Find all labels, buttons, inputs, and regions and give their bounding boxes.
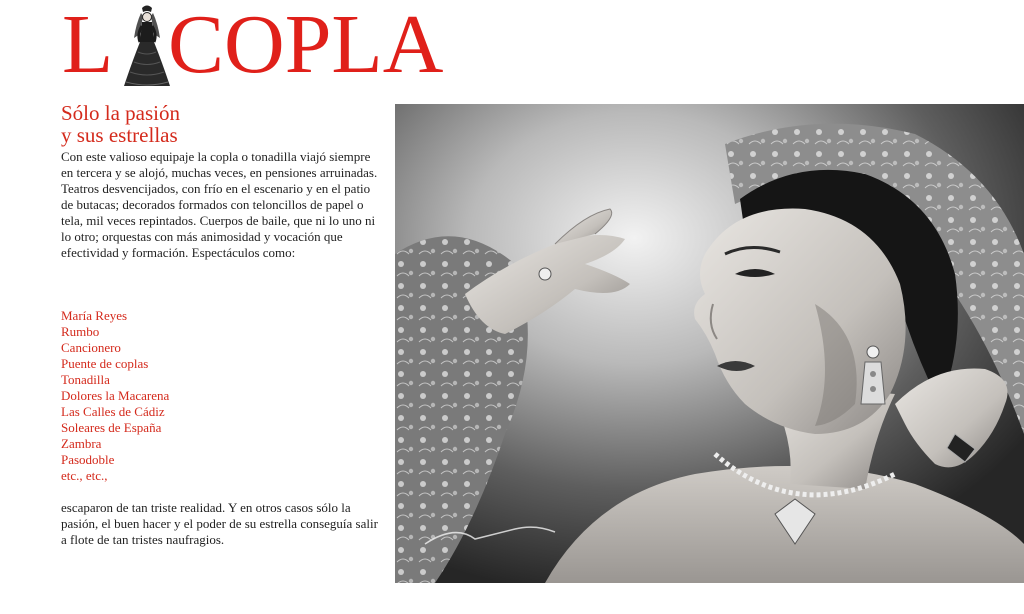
show-link-pasodoble[interactable]: Pasodoble	[61, 452, 115, 467]
headline-line-2: y sus estrellas	[61, 123, 178, 147]
shows-list	[61, 308, 169, 484]
logo-letter-l: L	[62, 0, 114, 91]
show-link-tonadilla[interactable]: Tonadilla	[61, 372, 110, 387]
headline-line-1: Sólo la pasión	[61, 101, 180, 125]
closing-paragraph: escaparon de tan triste realidad. Y en otros casos sólo la pasión, el buen hacer y el poder de su estrella conseguía salir a flote de tan tristes naufragios.	[61, 500, 378, 547]
show-link-dolores-la-macarena[interactable]: Dolores la Macarena	[61, 388, 170, 403]
section-headline	[61, 102, 180, 146]
show-link-soleares-de-espana[interactable]: Soleares de España	[61, 420, 162, 435]
logo-word-copla: COPLA	[168, 0, 444, 91]
intro-paragraph: Con este valioso equipaje la copla o tonadilla viajó siempre en tercera y se alojó, muchas veces, en pensiones arruinadas. Teatros desvencijados, con frío en el escenario y en el patio de butacas; decorados formados con teloncillos de papel o tela, mil veces repintados. Cuerpos de baile, que ni lo uno ni lo otro; orquestas con más animosidad y vocación que efectividad y formación. Espectáculos como:	[61, 149, 378, 260]
show-link-etc[interactable]: etc., etc.,	[61, 468, 108, 483]
portrait-illustration	[395, 104, 1024, 583]
show-link-puente-de-coplas[interactable]: Puente de coplas	[61, 356, 149, 371]
show-link-maria-reyes[interactable]: María Reyes	[61, 308, 128, 323]
show-link-zambra[interactable]: Zambra	[61, 436, 102, 451]
site-logo[interactable]	[60, 0, 460, 91]
singer-portrait-photo	[395, 104, 1024, 583]
show-link-cancionero[interactable]: Cancionero	[61, 340, 121, 355]
show-link-rumbo[interactable]: Rumbo	[61, 324, 100, 339]
show-link-las-calles-de-cadiz[interactable]: Las Calles de Cádiz	[61, 404, 165, 419]
